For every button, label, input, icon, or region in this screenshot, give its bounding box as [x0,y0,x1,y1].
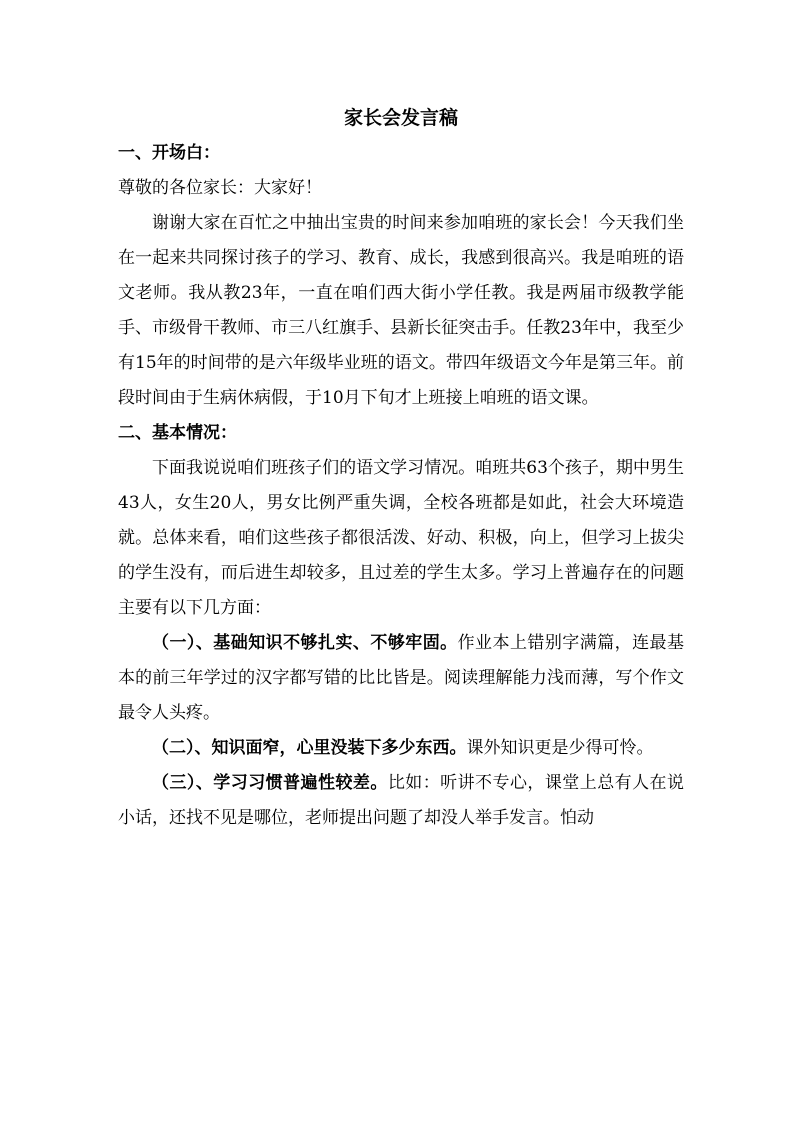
problem-item-1-lead: （一）、基础知识不够扎实、不够牢固。 [152,633,458,653]
problem-item-2 [118,731,684,766]
problem-item-3-lead: （三）、学习习惯普遍性较差。 [152,773,388,793]
problem-item-1 [118,626,684,731]
problem-item-2-lead: （二）、知识面窄，心里没装下多少东西。 [152,738,467,758]
document-title: 家长会发言稿 [343,107,458,129]
document-page [118,100,684,836]
problem-item-3-text: 比如：听讲不专心，课堂上总有人在说小话，还找不见是哪位，老师提出问题了却没人举手发言。怕动 [118,773,685,828]
greeting-line: 尊敬的各位家长：大家好！ [118,178,322,198]
opening-paragraph: 谢谢大家在百忙之中抽出宝贵的时间来参加咱班的家长会！今天我们坐在一起来共同探讨孩子的学习、教育、成长，我感到很高兴。我是咱班的语文老师。我从教23年，一直在咱们西大街小学任教。我是两届市级教学能手、市级骨干教师、市三八红旗手、县新长征突击手。任教23年中，我至少有15年的时间带的是六年级毕业班的语文。带四年级语文今年是第三年。前段时间由于生病休病假，于10月下旬才上班接上咱班的语文课。 [118,213,684,408]
problem-item-3 [118,766,684,836]
section-heading-basic: 二、基本情况： [118,423,237,443]
problem-item-1-text: 作业本上错别字满篇，连最基本的前三年学过的汉字都写错的比比皆是。阅读理解能力浅而薄，写个作文最令人头疼。 [118,633,685,723]
problem-item-2-text: 课外知识更是少得可怜。 [466,738,654,758]
basic-paragraph: 下面我说说咱们班孩子们的语文学习情况。咱班共63个孩子，期中男生43人，女生20人，男女比例严重失调，全校各班都是如此，社会大环境造就。总体来看，咱们这些孩子都很活泼、好动、积极，向上，但学习上拔尖的学生没有，而后进生却较多，且过差的学生太多。学习上普遍存在的问题主要有以下几方面： [118,458,684,618]
section-heading-opening: 一、开场白： [118,143,220,163]
